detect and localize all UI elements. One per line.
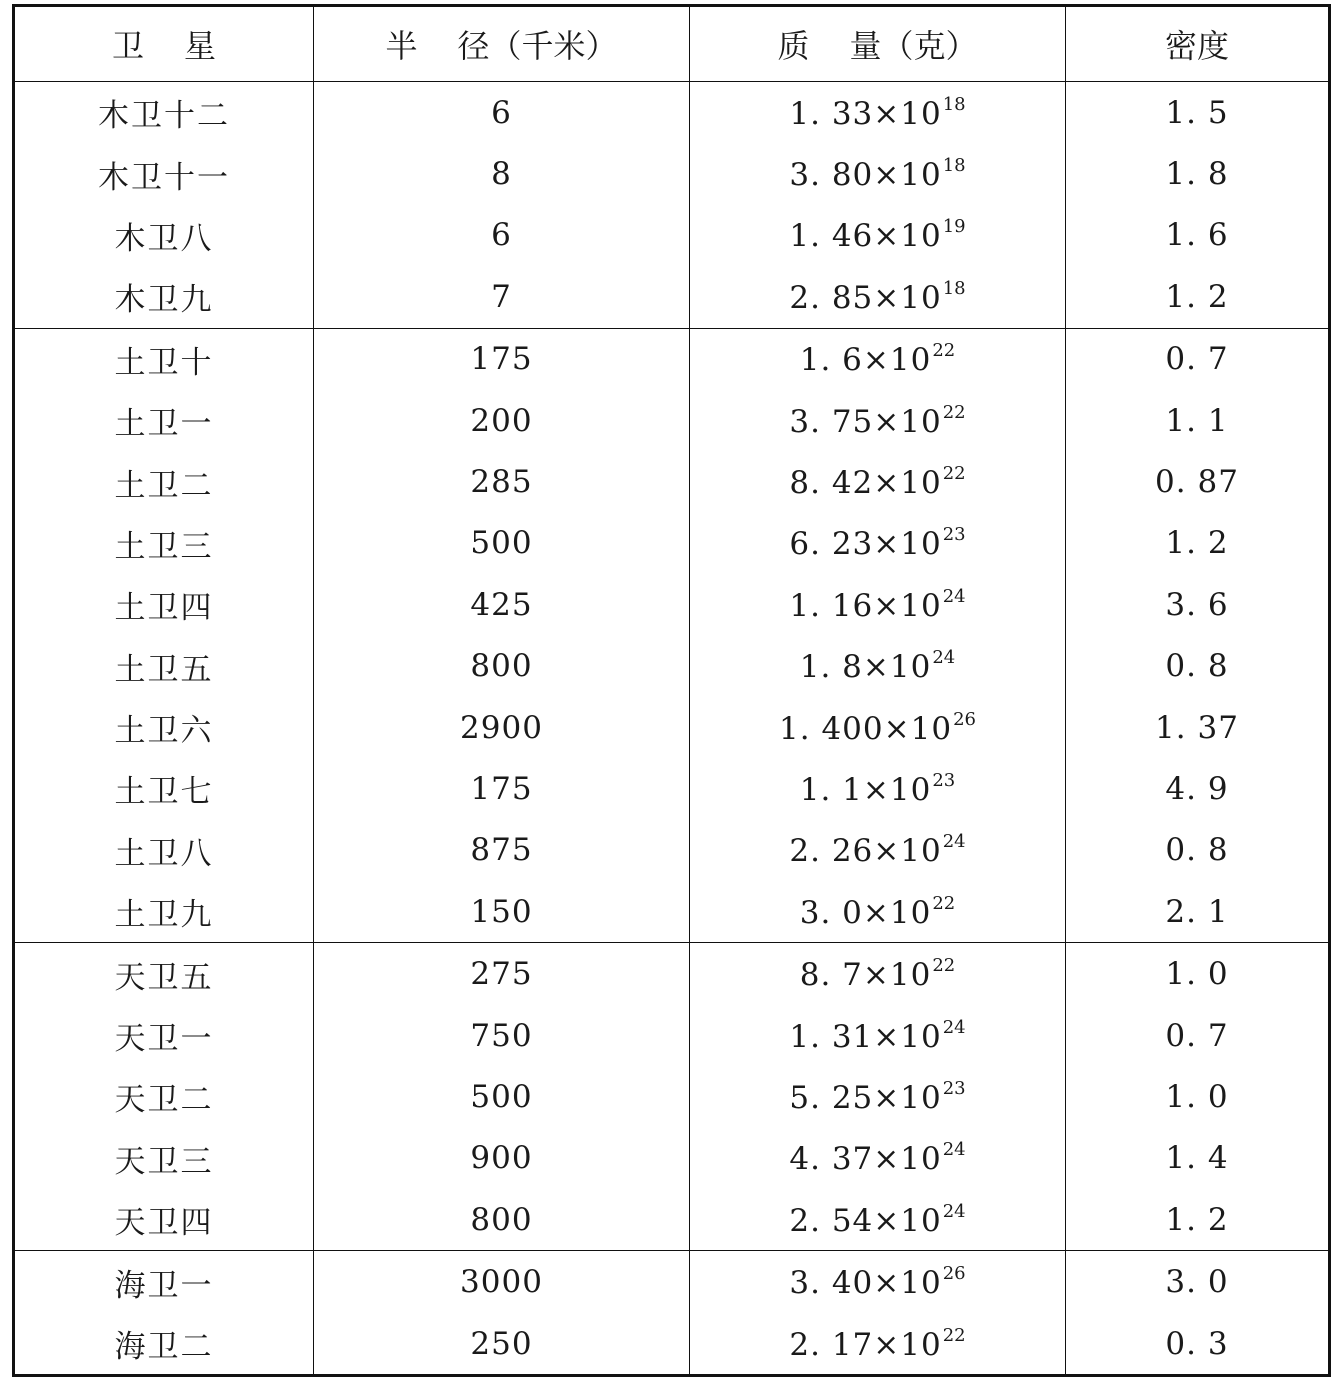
satellite-name-cell: 土卫一 bbox=[14, 390, 314, 451]
table-row bbox=[14, 143, 1330, 204]
mass-cell bbox=[690, 697, 1066, 758]
mass-exponent: 24 bbox=[942, 1016, 966, 1038]
mass-cell bbox=[690, 1313, 1066, 1376]
density-cell: 1. 2 bbox=[1066, 266, 1330, 328]
radius-cell: 750 bbox=[314, 1005, 690, 1066]
satellite-name-cell: 海卫二 bbox=[14, 1313, 314, 1376]
mass-exponent: 22 bbox=[942, 401, 966, 423]
mass-cell bbox=[690, 451, 1066, 512]
density-cell: 0. 7 bbox=[1066, 328, 1330, 390]
mass-exponent: 23 bbox=[942, 524, 966, 546]
mass-exponent: 22 bbox=[932, 892, 956, 914]
mass-cell bbox=[690, 390, 1066, 451]
satellite-name-cell: 天卫五 bbox=[14, 943, 314, 1005]
satellite-name-cell: 天卫一 bbox=[14, 1005, 314, 1066]
mass-mantissa: 8. 42×10 bbox=[789, 465, 942, 502]
radius-cell: 3000 bbox=[314, 1251, 690, 1313]
density-cell: 3. 0 bbox=[1066, 1251, 1330, 1313]
mass-mantissa: 1. 1×10 bbox=[799, 771, 932, 808]
radius-cell: 200 bbox=[314, 390, 690, 451]
mass-cell bbox=[690, 266, 1066, 328]
density-cell: 0. 3 bbox=[1066, 1313, 1330, 1376]
mass-exponent: 22 bbox=[942, 463, 966, 485]
header-row bbox=[14, 6, 1330, 82]
radius-cell: 7 bbox=[314, 266, 690, 328]
mass-cell bbox=[690, 1128, 1066, 1189]
mass-cell bbox=[690, 1066, 1066, 1127]
mass-exponent: 18 bbox=[942, 93, 966, 115]
mass-mantissa: 8. 7×10 bbox=[799, 957, 932, 994]
density-cell: 4. 9 bbox=[1066, 758, 1330, 819]
mass-mantissa: 5. 25×10 bbox=[789, 1079, 942, 1116]
radius-cell: 275 bbox=[314, 943, 690, 1005]
satellite-name-cell: 土卫七 bbox=[14, 758, 314, 819]
table-row bbox=[14, 1066, 1330, 1127]
table-row bbox=[14, 266, 1330, 328]
mass-mantissa: 3. 80×10 bbox=[789, 157, 942, 194]
mass-mantissa: 1. 46×10 bbox=[789, 218, 942, 255]
radius-cell: 900 bbox=[314, 1128, 690, 1189]
table-row bbox=[14, 1313, 1330, 1376]
table-body bbox=[14, 82, 1330, 1376]
satellite-name-cell: 天卫三 bbox=[14, 1128, 314, 1189]
density-cell: 1. 0 bbox=[1066, 943, 1330, 1005]
header-density: 密度 bbox=[1066, 6, 1330, 82]
mass-mantissa: 3. 0×10 bbox=[799, 894, 932, 931]
density-cell: 2. 1 bbox=[1066, 881, 1330, 943]
mass-exponent: 18 bbox=[942, 155, 966, 177]
header-radius-part2: 径（千米） bbox=[457, 27, 618, 65]
mass-cell bbox=[690, 758, 1066, 819]
mass-cell bbox=[690, 1189, 1066, 1251]
header-mass-part1: 质 bbox=[777, 27, 810, 65]
mass-exponent: 26 bbox=[953, 708, 976, 730]
mass-exponent: 24 bbox=[942, 1139, 966, 1161]
header-satellite-part2: 星 bbox=[184, 27, 217, 65]
satellite-name-cell: 海卫一 bbox=[14, 1251, 314, 1313]
table-header bbox=[14, 6, 1330, 82]
satellite-name-cell: 土卫十 bbox=[14, 328, 314, 390]
table-row bbox=[14, 82, 1330, 144]
mass-mantissa: 1. 6×10 bbox=[799, 342, 932, 379]
mass-exponent: 22 bbox=[932, 955, 956, 977]
radius-cell: 2900 bbox=[314, 697, 690, 758]
satellite-data-table bbox=[12, 4, 1331, 1377]
density-cell: 1. 0 bbox=[1066, 1066, 1330, 1127]
mass-cell bbox=[690, 513, 1066, 574]
satellite-name-cell: 土卫八 bbox=[14, 820, 314, 881]
table-row bbox=[14, 1251, 1330, 1313]
radius-cell: 250 bbox=[314, 1313, 690, 1376]
mass-cell bbox=[690, 881, 1066, 943]
radius-cell: 150 bbox=[314, 881, 690, 943]
mass-exponent: 22 bbox=[932, 340, 956, 362]
mass-cell bbox=[690, 636, 1066, 697]
mass-mantissa: 2. 85×10 bbox=[789, 279, 942, 316]
mass-mantissa: 2. 17×10 bbox=[789, 1326, 942, 1363]
mass-exponent: 18 bbox=[942, 277, 966, 299]
mass-mantissa: 6. 23×10 bbox=[789, 526, 942, 563]
radius-cell: 500 bbox=[314, 513, 690, 574]
table-row bbox=[14, 943, 1330, 1005]
mass-cell bbox=[690, 1005, 1066, 1066]
mass-mantissa: 1. 8×10 bbox=[799, 649, 932, 686]
radius-cell: 6 bbox=[314, 205, 690, 266]
density-cell: 1. 2 bbox=[1066, 513, 1330, 574]
density-cell: 1. 2 bbox=[1066, 1189, 1330, 1251]
mass-exponent: 24 bbox=[942, 585, 966, 607]
table-row bbox=[14, 328, 1330, 390]
mass-mantissa: 1. 400×10 bbox=[779, 710, 953, 747]
radius-cell: 800 bbox=[314, 636, 690, 697]
table-row bbox=[14, 881, 1330, 943]
radius-cell: 800 bbox=[314, 1189, 690, 1251]
table-row bbox=[14, 697, 1330, 758]
satellite-name-cell: 土卫六 bbox=[14, 697, 314, 758]
density-cell: 1. 37 bbox=[1066, 697, 1330, 758]
density-cell: 1. 4 bbox=[1066, 1128, 1330, 1189]
table-row bbox=[14, 1005, 1330, 1066]
table-row bbox=[14, 1189, 1330, 1251]
header-radius-part1: 半 bbox=[385, 27, 418, 65]
mass-mantissa: 3. 75×10 bbox=[789, 403, 942, 440]
radius-cell: 175 bbox=[314, 758, 690, 819]
mass-cell bbox=[690, 143, 1066, 204]
radius-cell: 425 bbox=[314, 574, 690, 635]
table-row bbox=[14, 451, 1330, 512]
mass-mantissa: 1. 16×10 bbox=[789, 587, 942, 624]
table-row bbox=[14, 205, 1330, 266]
table-row bbox=[14, 390, 1330, 451]
table-row bbox=[14, 758, 1330, 819]
density-cell: 1. 5 bbox=[1066, 82, 1330, 144]
satellite-name-cell: 土卫四 bbox=[14, 574, 314, 635]
mass-exponent: 23 bbox=[932, 769, 956, 791]
mass-mantissa: 2. 26×10 bbox=[789, 833, 942, 870]
density-cell: 0. 7 bbox=[1066, 1005, 1330, 1066]
radius-cell: 285 bbox=[314, 451, 690, 512]
table-row bbox=[14, 513, 1330, 574]
density-cell: 1. 6 bbox=[1066, 205, 1330, 266]
mass-cell bbox=[690, 328, 1066, 390]
radius-cell: 6 bbox=[314, 82, 690, 144]
table-row bbox=[14, 574, 1330, 635]
density-cell: 0. 87 bbox=[1066, 451, 1330, 512]
satellite-name-cell: 土卫三 bbox=[14, 513, 314, 574]
header-satellite bbox=[14, 6, 314, 82]
mass-cell bbox=[690, 574, 1066, 635]
mass-exponent: 24 bbox=[942, 1200, 966, 1222]
header-radius bbox=[314, 6, 690, 82]
radius-cell: 8 bbox=[314, 143, 690, 204]
mass-mantissa: 4. 37×10 bbox=[789, 1141, 942, 1178]
satellite-name-cell: 土卫九 bbox=[14, 881, 314, 943]
mass-exponent: 23 bbox=[942, 1077, 966, 1099]
density-cell: 1. 1 bbox=[1066, 390, 1330, 451]
satellite-name-cell: 木卫九 bbox=[14, 266, 314, 328]
density-cell: 1. 8 bbox=[1066, 143, 1330, 204]
density-cell: 3. 6 bbox=[1066, 574, 1330, 635]
satellite-name-cell: 土卫二 bbox=[14, 451, 314, 512]
satellite-name-cell: 木卫十二 bbox=[14, 82, 314, 144]
mass-mantissa: 3. 40×10 bbox=[789, 1265, 942, 1302]
mass-exponent: 24 bbox=[932, 647, 956, 669]
density-cell: 0. 8 bbox=[1066, 636, 1330, 697]
mass-cell bbox=[690, 1251, 1066, 1313]
mass-cell bbox=[690, 82, 1066, 144]
header-mass-part2: 量（克） bbox=[849, 27, 978, 65]
mass-exponent: 24 bbox=[942, 831, 966, 853]
density-cell: 0. 8 bbox=[1066, 820, 1330, 881]
satellite-name-cell: 天卫四 bbox=[14, 1189, 314, 1251]
mass-mantissa: 1. 31×10 bbox=[789, 1018, 942, 1055]
radius-cell: 175 bbox=[314, 328, 690, 390]
satellite-name-cell: 木卫十一 bbox=[14, 143, 314, 204]
mass-cell bbox=[690, 820, 1066, 881]
header-satellite-part1: 卫 bbox=[111, 27, 144, 65]
mass-exponent: 19 bbox=[942, 216, 966, 238]
mass-cell bbox=[690, 943, 1066, 1005]
radius-cell: 875 bbox=[314, 820, 690, 881]
mass-exponent: 26 bbox=[942, 1263, 966, 1285]
table-row bbox=[14, 820, 1330, 881]
table-row bbox=[14, 636, 1330, 697]
satellite-name-cell: 天卫二 bbox=[14, 1066, 314, 1127]
satellite-name-cell: 木卫八 bbox=[14, 205, 314, 266]
mass-cell bbox=[690, 205, 1066, 266]
radius-cell: 500 bbox=[314, 1066, 690, 1127]
mass-exponent: 22 bbox=[942, 1324, 966, 1346]
mass-mantissa: 1. 33×10 bbox=[789, 95, 942, 132]
mass-mantissa: 2. 54×10 bbox=[789, 1202, 942, 1239]
header-mass bbox=[690, 6, 1066, 82]
table-row bbox=[14, 1128, 1330, 1189]
satellite-name-cell: 土卫五 bbox=[14, 636, 314, 697]
